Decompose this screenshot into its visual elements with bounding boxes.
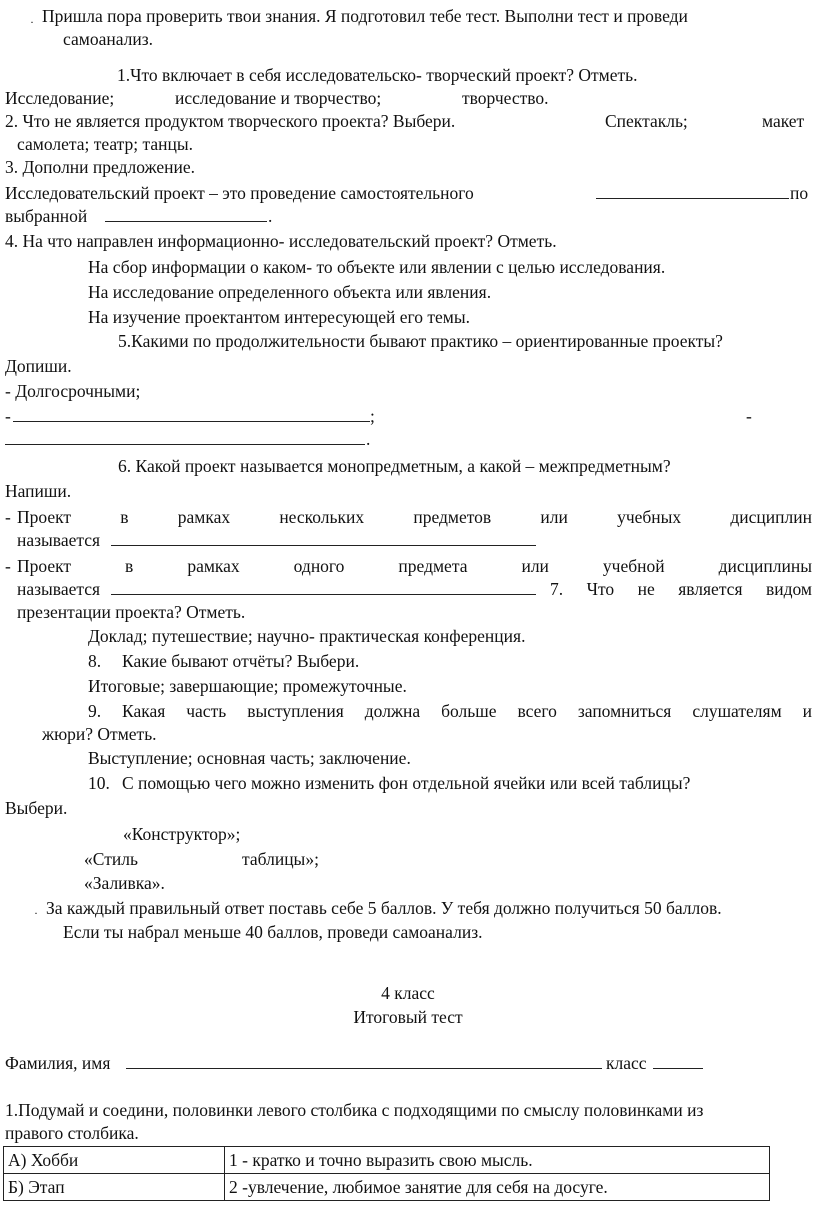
q9-title-cont: жюри? Отметь. bbox=[42, 724, 157, 744]
q5-title: 5.Какими по продолжительности бывают практико – ориентированные проекты? bbox=[118, 331, 723, 351]
table-row bbox=[4, 1147, 770, 1174]
class-label: класс bbox=[606, 1053, 647, 1073]
q2-line-2: самолета; театр; танцы. bbox=[17, 134, 193, 154]
class-field[interactable] bbox=[653, 1052, 703, 1074]
q8-num: 8. bbox=[88, 651, 102, 671]
q6-dash: - bbox=[5, 507, 11, 527]
q2-text: 2. Что не является продуктом творческого проекта? Выбери. bbox=[5, 111, 456, 131]
bullet-marker: · bbox=[30, 15, 34, 29]
q6-item-1-cont: называется bbox=[17, 530, 101, 550]
q5-item: - Долгосрочными; bbox=[5, 381, 141, 401]
q5-title-cont: Допиши. bbox=[5, 356, 72, 376]
q5-punct: ; bbox=[370, 406, 375, 426]
q10-option: таблицы»; bbox=[242, 849, 319, 869]
matching-table bbox=[3, 1146, 770, 1201]
q4-option: На сбор информации о каком- то объекте или явлении с целью исследования. bbox=[88, 257, 666, 277]
q6-title-cont: Напиши. bbox=[5, 481, 72, 501]
q1-option: Исследование; bbox=[5, 88, 115, 108]
answer-blank[interactable] bbox=[111, 529, 536, 551]
q9-title: Какая часть выступления должна больше всего запомниться слушателям и bbox=[122, 701, 812, 721]
q6-item-1: Проект в рамках нескольких предметов или учебных дисциплин bbox=[17, 507, 812, 527]
q9-num: 9. bbox=[88, 701, 102, 721]
q6-dash: - bbox=[5, 556, 11, 576]
task1-text-cont: правого столбика. bbox=[5, 1123, 139, 1143]
table-cell-left: Б) Этап bbox=[4, 1174, 225, 1201]
q3-sentence-part: по bbox=[790, 183, 809, 203]
q4-option: На исследование определенного объекта или явления. bbox=[88, 282, 492, 302]
q5-dash: - bbox=[5, 406, 11, 426]
test-title: Итоговый тест bbox=[353, 1007, 463, 1027]
q7-title: 7. Что не является видом bbox=[550, 579, 812, 599]
answer-blank[interactable] bbox=[5, 428, 365, 450]
q10-title-cont: Выбери. bbox=[5, 798, 68, 818]
grade-heading: 4 класс bbox=[381, 983, 435, 1003]
q2-option: макет bbox=[762, 111, 805, 131]
q8-title: Какие бывают отчёты? Выбери. bbox=[122, 651, 360, 671]
task1-text: 1.Подумай и соедини, половинки левого столбика с подходящими по смыслу половинками из bbox=[5, 1100, 704, 1120]
q1-option: исследование и творчество; bbox=[175, 88, 382, 108]
table-cell-left: А) Хобби bbox=[4, 1147, 225, 1174]
q7-title-cont: презентации проекта? Отметь. bbox=[17, 602, 246, 622]
q10-title: С помощью чего можно изменить фон отдельной ячейки или всей таблицы? bbox=[122, 773, 691, 793]
q10-option: «Заливка». bbox=[84, 873, 165, 893]
answer-blank[interactable] bbox=[596, 182, 789, 204]
q3-sentence-part: Исследовательский проект – это проведение самостоятельного bbox=[5, 183, 474, 203]
q6-title: 6. Какой проект называется монопредметным, а какой – межпредметным? bbox=[118, 456, 671, 476]
table-cell-right: 1 - кратко и точно выразить свою мысль. bbox=[225, 1147, 770, 1174]
bullet-marker: · bbox=[34, 906, 38, 920]
q9-options: Выступление; основная часть; заключение. bbox=[88, 748, 411, 768]
answer-blank[interactable] bbox=[105, 205, 267, 227]
q4-option: На изучение проектантом интересующей его темы. bbox=[88, 307, 470, 327]
table-cell-right: 2 -увлечение, любимое занятие для себя на досуге. bbox=[225, 1174, 770, 1201]
q3-sentence-part: . bbox=[268, 206, 273, 226]
q2-option: Спектакль; bbox=[605, 111, 688, 131]
answer-blank[interactable] bbox=[13, 405, 370, 427]
q3-title: 3. Дополни предложение. bbox=[5, 157, 196, 177]
table-row bbox=[4, 1174, 770, 1201]
q1-option: творчество. bbox=[462, 88, 549, 108]
intro-line-1: Пришла пора проверить твои знания. Я подготовил тебе тест. Выполни тест и проведи bbox=[42, 6, 688, 26]
q7-options: Доклад; путешествие; научно- практическая конференция. bbox=[88, 626, 526, 646]
scoring-line-1: За каждый правильный ответ поставь себе 5 баллов. У тебя должно получиться 50 баллов. bbox=[46, 898, 722, 918]
q1-title: 1.Что включает в себя исследовательско- творческий проект? Отметь. bbox=[117, 65, 638, 85]
q6-item-2-cont: называется bbox=[17, 579, 101, 599]
q6-item-2: Проект в рамках одного предмета или учебной дисциплины bbox=[17, 556, 812, 576]
q10-num: 10. bbox=[88, 773, 110, 793]
q3-sentence-part: выбранной bbox=[5, 206, 88, 226]
scoring-line-2: Если ты набрал меньше 40 баллов, проведи самоанализ. bbox=[63, 922, 483, 942]
name-label: Фамилия, имя bbox=[5, 1053, 111, 1073]
q5-punct: . bbox=[366, 429, 371, 449]
q10-option: «Конструктор»; bbox=[123, 824, 241, 844]
q5-dash: - bbox=[746, 406, 752, 426]
q10-option: «Стиль bbox=[84, 849, 138, 869]
q8-options: Итоговые; завершающие; промежуточные. bbox=[88, 676, 407, 696]
answer-blank[interactable] bbox=[111, 578, 536, 600]
name-field[interactable] bbox=[126, 1052, 602, 1074]
q4-title: 4. На что направлен информационно- исследовательский проект? Отметь. bbox=[5, 231, 557, 251]
intro-line-2: самоанализ. bbox=[63, 29, 154, 49]
